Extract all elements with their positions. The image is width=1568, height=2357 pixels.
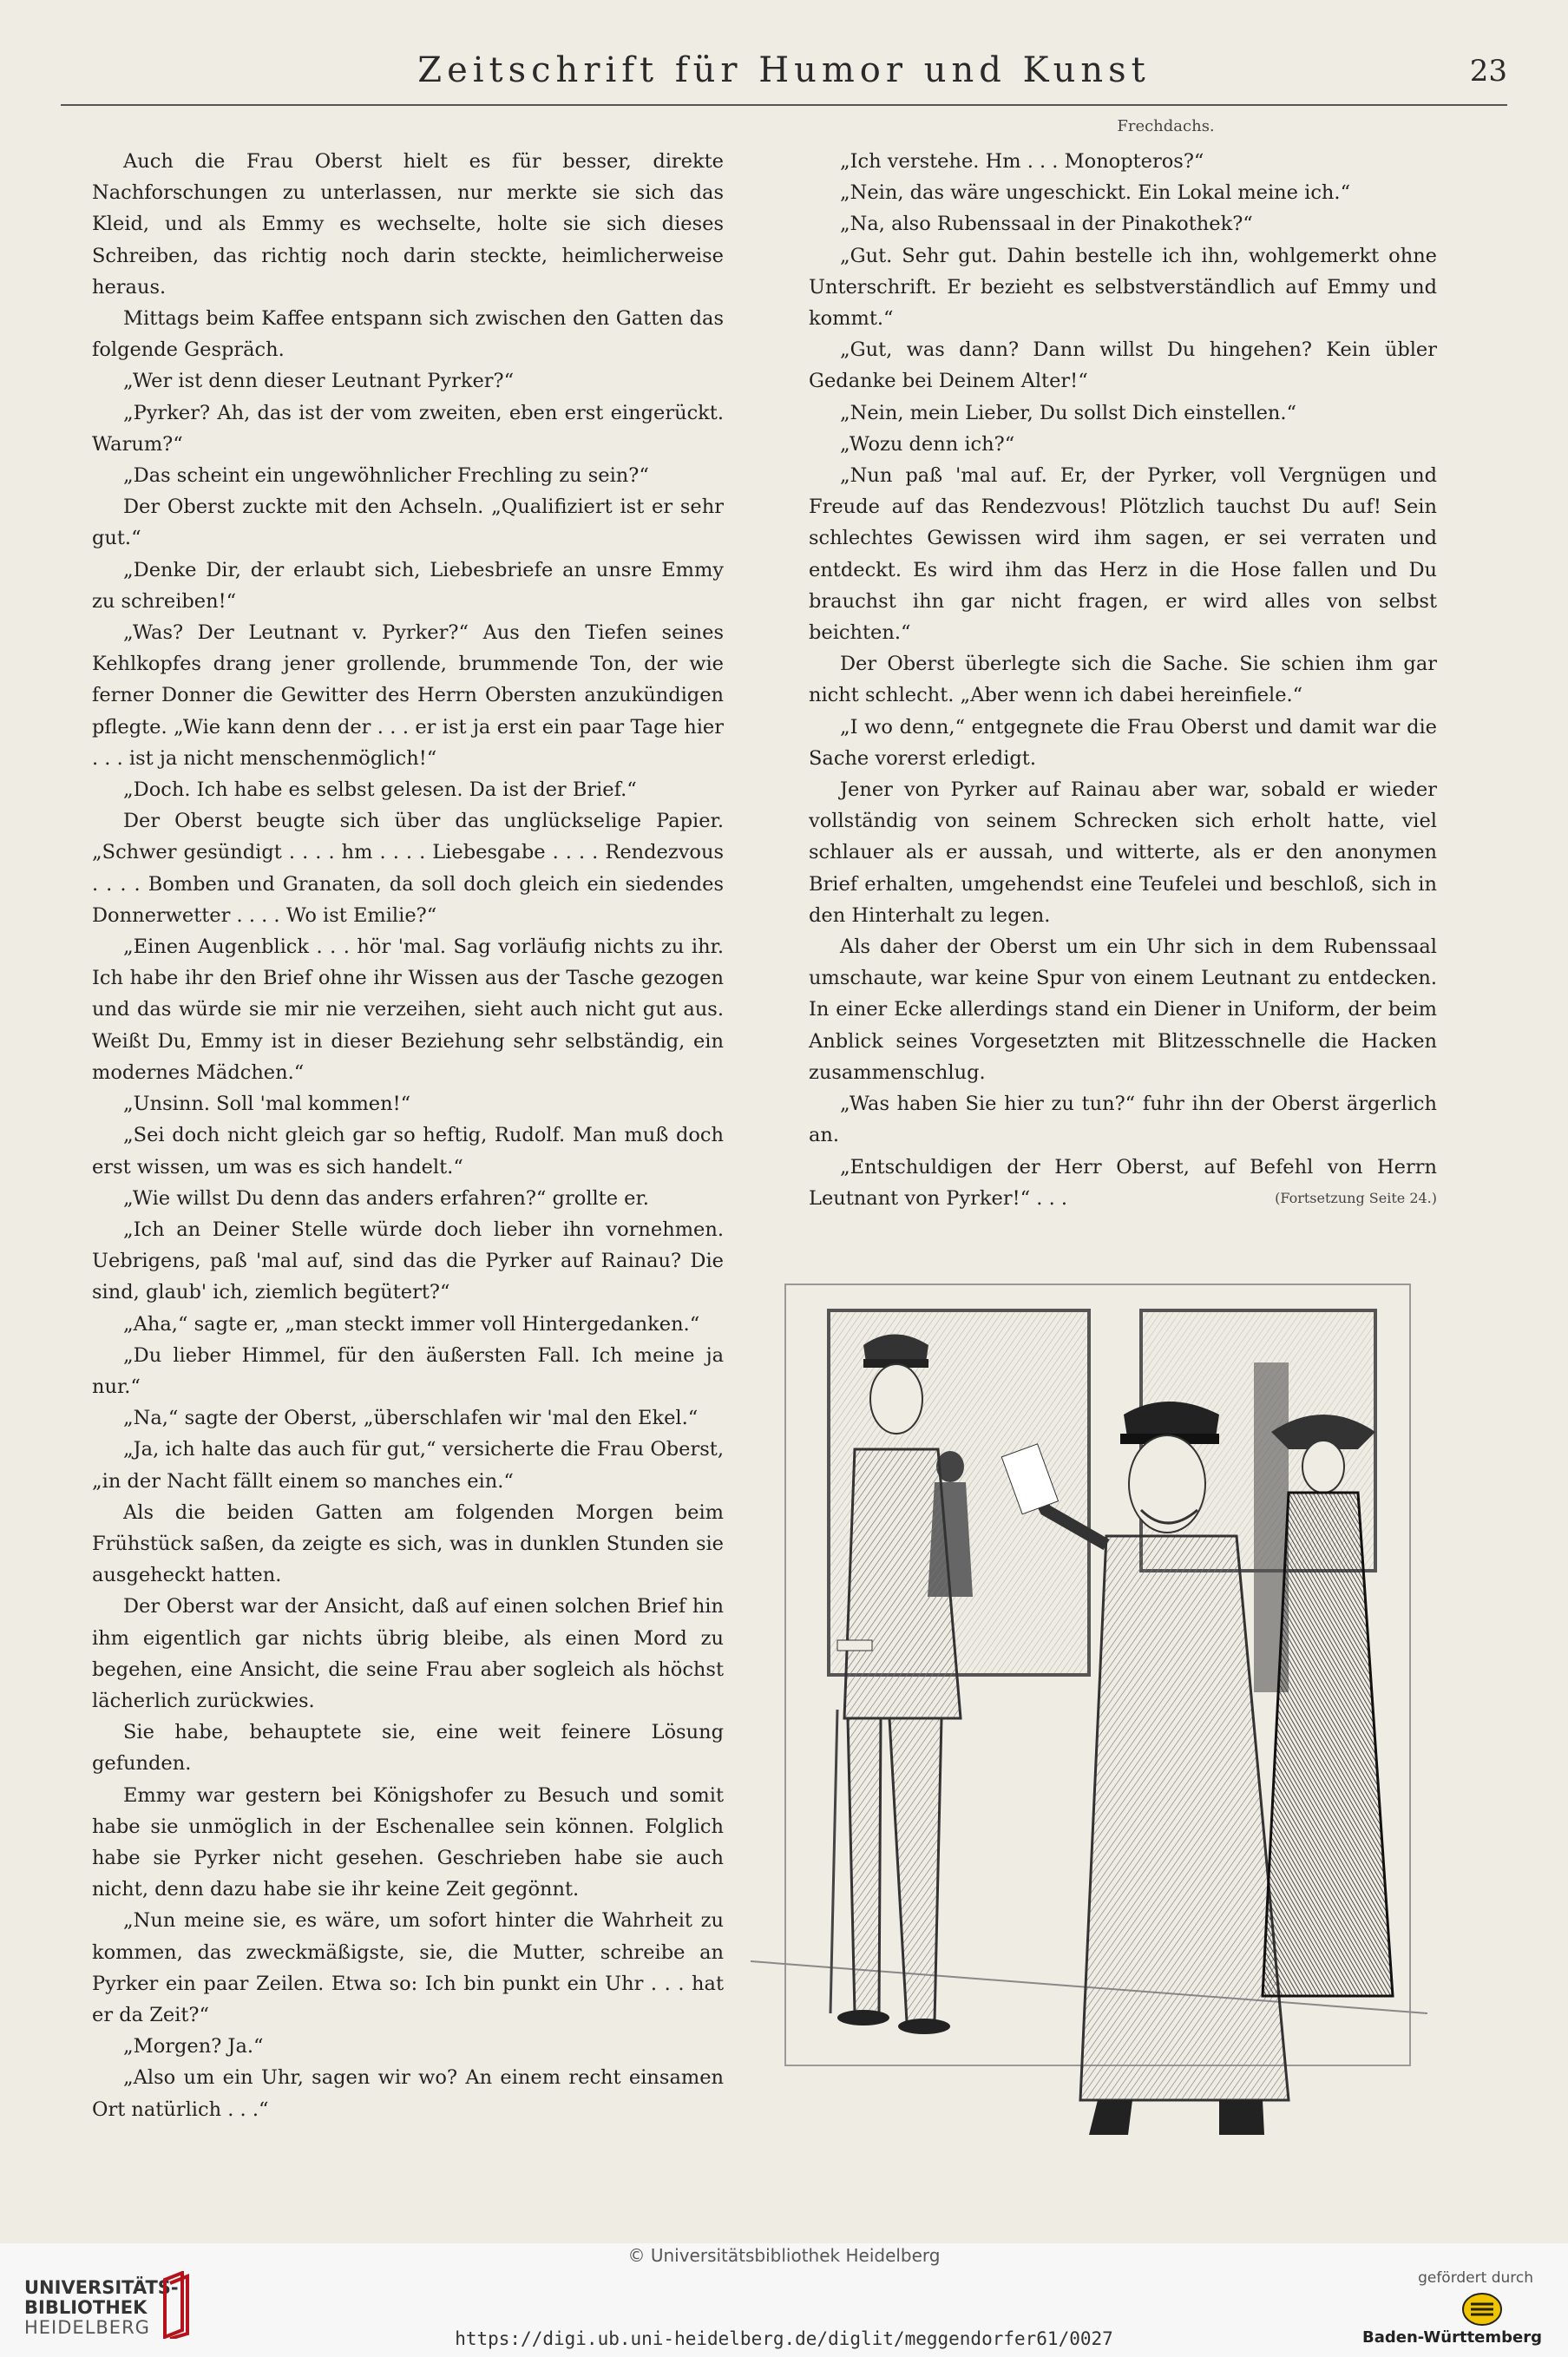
- paragraph: „Nun meine sie, es wäre, um sofort hinter die Wahrheit zu kommen, das zweckmäßigste, sie, die Mutter, schreibe an Pyrker ein paar Zeilen. Etwa so: Ich bin punkt ein Uhr . . . hat er da Zeit?“: [92, 1909, 724, 2026]
- paragraph: „Ich an Deiner Stelle würde doch lieber ihn vornehmen. Uebrigens, paß 'mal auf, sind das die Pyrker auf Rainau? Die sind, glaub' ich, ziemlich begütert?“: [92, 1218, 724, 1304]
- paragraph: „Also um ein Uhr, sagen wir wo? An einem recht einsamen Ort natürlich . . .“: [92, 2066, 724, 2121]
- journal-title: Zeitschrift für Humor und Kunst: [417, 50, 1151, 90]
- paragraph: „Was haben Sie hier zu tun?“ fuhr ihn der Oberst ärgerlich an.: [809, 1093, 1437, 1147]
- paragraph: Sie habe, behauptete sie, eine weit feinere Lösung gefunden.: [92, 1721, 724, 1776]
- paragraph: „Was? Der Leutnant v. Pyrker?“ Aus den Tiefen seines Kehlkopfes drang jener grollende, brummende Ton, der wie ferner Donner die Gewitter des Herrn Obersten anzukündigen pflegte. „Wie kann denn der . . . er ist ja erst ein paar Tage hier . . . ist ja nicht menschenmöglich!“: [92, 621, 724, 770]
- paragraph: „Das scheint ein ungewöhnlicher Frechling zu sein?“: [123, 464, 649, 488]
- library-name-line3: HEIDELBERG: [24, 2317, 150, 2338]
- paragraph: Als daher der Oberst um ein Uhr sich in dem Rubenssaal umschaute, war keine Spur von einem Leutnant zu entdecken. In einer Ecke allerdings stand ein Diener in Uniform, der beim Anblick seines Vorgesetzten mit Blitzesschnelle die Hacken zusammenschlug.: [809, 936, 1437, 1084]
- paragraph: „Wozu denn ich?“: [840, 432, 1015, 456]
- paragraph: „Sei doch nicht gleich gar so heftig, Rudolf. Man muß doch erst wissen, um was es sich handelt.“: [92, 1124, 724, 1178]
- baden-wuerttemberg-crest-icon: [1452, 2290, 1512, 2328]
- paragraph: Der Oberst überlegte sich die Sache. Sie schien ihm gar nicht schlecht. „Aber wenn ich dabei hereinfiele.“: [809, 653, 1437, 707]
- paragraph: „Aha,“ sagte er, „man steckt immer voll Hintergedanken.“: [123, 1312, 700, 1336]
- paragraph: „Morgen? Ja.“: [123, 2035, 264, 2058]
- paragraph: „Unsinn. Soll 'mal kommen!“: [123, 1093, 411, 1116]
- paragraph: „Doch. Ich habe es selbst gelesen. Da ist der Brief.“: [123, 778, 637, 802]
- paragraph: „Gut, was dann? Dann willst Du hingehen? Kein übler Gedanke bei Deinem Alter!“: [809, 338, 1437, 393]
- page-number: 23: [1469, 54, 1507, 89]
- right-text-column: [809, 146, 1437, 1214]
- paragraph: Mittags beim Kaffee entspann sich zwischen den Gatten das folgende Gespräch.: [92, 307, 724, 362]
- paragraph: „Entschuldigen der Herr Oberst, auf Befehl von Herrn Leutnant von Pyrker!“ . . .: [809, 1155, 1437, 1210]
- copyright-notice: © Universitätsbibliothek Heidelberg: [627, 2245, 941, 2266]
- paragraph: „Wer ist denn dieser Leutnant Pyrker?“: [123, 370, 515, 393]
- paragraph: Der Oberst war der Ansicht, daß auf einen solchen Brief hin ihm eigentlich gar nichts übrig bleibe, als einen Mord zu begehen, eine Ansicht, die seine Frau aber sogleich als höchst lächerlich zurückwies.: [92, 1595, 724, 1712]
- paragraph: Der Oberst zuckte mit den Achseln. „Qualifiziert ist er sehr gut.“: [92, 496, 724, 550]
- paragraph: „Ich verstehe. Hm . . . Monopteros?“: [840, 150, 1204, 173]
- paragraph: „Nein, das wäre ungeschickt. Ein Lokal meine ich.“: [840, 181, 1351, 205]
- paragraph: „Denke Dir, der erlaubt sich, Liebesbriefe an unsre Emmy zu schreiben!“: [92, 558, 724, 613]
- paragraph: „Na,“ sagte der Oberst, „überschlafen wir 'mal den Ekel.“: [123, 1407, 699, 1430]
- story-title-line: [0, 117, 1568, 135]
- paragraph: „Ja, ich halte das auch für gut,“ versicherte die Frau Oberst, „in der Nacht fällt einem so manches ein.“: [92, 1438, 724, 1493]
- illustration-officer-scene: [733, 1232, 1445, 2196]
- paragraph: „Nun paß 'mal auf. Er, der Pyrker, voll Vergnügen und Freude auf das Rendezvous! Plötzlich tauchst Du auf! Sein schlechtes Gewissen wird ihm sagen, er sei verraten und entdeckt. Es wird ihm das Herz in die Hose fallen und Du brauchst ihn gar nicht fragen, er wird alles von selbst beichten.“: [809, 464, 1437, 645]
- paragraph: „Einen Augenblick . . . hör 'mal. Sag vorläufig nichts zu ihr. Ich habe ihr den Brief ohne ihr Wissen aus der Tasche gezogen und das würde sie mir nie verzeihen, sieht auch nicht gut aus. Weißt Du, Emmy ist in dieser Beziehung sehr selbständig, ein modernes Mädchen.“: [92, 936, 724, 1084]
- paragraph: Der Oberst beugte sich über das unglückselige Papier. „Schwer gesündigt . . . . hm . . . . Liebesgabe . . . . Rendezvous . . . . Bomben und Granaten, da soll doch gleich ein siedendes Donnerwetter . . . . Wo ist Emilie?“: [92, 810, 724, 927]
- paragraph: „I wo denn,“ entgegnete die Frau Oberst und damit war die Sache vorerst erledigt.: [809, 715, 1437, 770]
- library-name-line2: BIBLIOTHEK: [24, 2297, 148, 2318]
- paragraph: „Du lieber Himmel, für den äußersten Fall. Ich meine ja nur.“: [92, 1343, 724, 1398]
- left-text-column: [92, 146, 724, 2125]
- header-rule: [61, 104, 1507, 106]
- digitization-footer: [0, 2243, 1568, 2357]
- funded-by-label: gefördert durch: [1418, 2269, 1533, 2287]
- paragraph: „Gut. Sehr gut. Dahin bestelle ich ihn, wohlgemerkt ohne Unterschrift. Er bezieht es selbstverständlich auf Emmy und kommt.“: [809, 244, 1437, 331]
- story-title: Frechdachs.: [1117, 117, 1215, 135]
- paragraph: „Nein, mein Lieber, Du sollst Dich einstellen.“: [840, 401, 1297, 424]
- permalink-url[interactable]: https://digi.ub.uni-heidelberg.de/diglit/meggendorfer61/0027: [455, 2328, 1113, 2349]
- continuation-note: (Fortsetzung Seite 24.): [1275, 1189, 1437, 1206]
- illustration-drawing: [733, 1232, 1445, 2196]
- paragraph: „Pyrker? Ah, das ist der vom zweiten, eben erst eingerückt. Warum?“: [92, 401, 724, 456]
- running-header: [61, 50, 1507, 102]
- paragraph: „Wie willst Du denn das anders erfahren?“ grollte er.: [123, 1186, 649, 1210]
- library-name-line1: UNIVERSITÄTS-: [24, 2277, 179, 2298]
- paragraph: Auch die Frau Oberst hielt es für besser, direkte Nachforschungen zu unterlassen, nur merkte sie sich das Kleid, und als Emmy es wechselte, holte sie sich dieses Schreiben, das richtig noch darin steckte, heimlicherweise heraus.: [92, 150, 724, 299]
- paragraph: Emmy war gestern bei Königshofer zu Besuch und somit habe sie unmöglich in der Eschenallee sein können. Folglich habe sie Pyrker nicht gesehen. Geschrieben habe sie auch nicht, denn dazu habe sie ihr keine Zeit gegönnt.: [92, 1783, 724, 1901]
- paragraph: Jener von Pyrker auf Rainau aber war, sobald er wieder vollständig von seinem Schrecken sich erholt hatte, viel schlauer als er aussah, und witterte, als er den anonymen Brief erhalten, umgehendst eine Teufelei und beschloß, sich in den Hinterhalt zu legen.: [809, 778, 1437, 927]
- funder-name: Baden-Württemberg: [1361, 2328, 1542, 2347]
- paragraph: Als die beiden Gatten am folgenden Morgen beim Frühstück saßen, da zeigte es sich, was in dunklen Stunden sie ausgeheckt hatten.: [92, 1500, 724, 1587]
- paragraph: „Na, also Rubenssaal in der Pinakothek?“: [840, 213, 1253, 236]
